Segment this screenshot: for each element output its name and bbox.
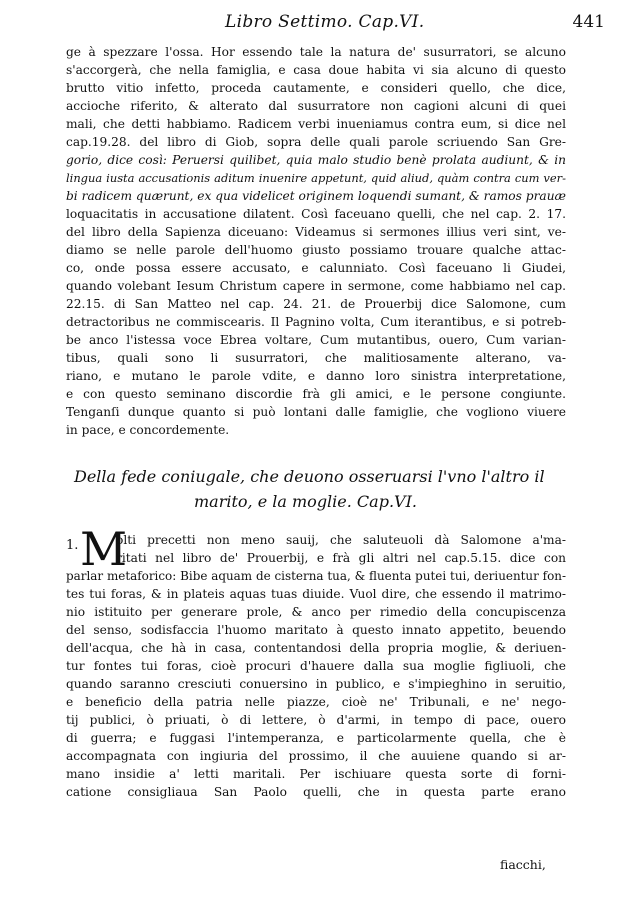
page-number: 441 xyxy=(572,12,605,32)
text-line: accompagnata con ingiuria del prossimo, il che auuiene quando si ar- xyxy=(66,749,566,763)
text-line: nio istituito per generare prole, & anco per rimedio della concupiscenza xyxy=(66,605,566,619)
text-line: catione consigliaua San Paolo quelli, che in questa parte erano xyxy=(66,785,566,799)
text-line: detractoribus ne commiscearis. Il Pagnino volta, Cum iterantibus, e si potreb- xyxy=(66,315,566,329)
text-line: be anco l'istessa voce Ebrea voltare, Cum mutantibus, ouero, Cum varian- xyxy=(66,333,566,347)
text-line: accioche riferito, & alterato dal susurratore non cagioni alcuni di quei xyxy=(66,99,566,113)
text-line: quando volebant Iesum Christum capere in sermone, come habbiamo nel cap. xyxy=(66,279,566,293)
chapter-heading-line: Della fede coniugale, che deuono osseruarsi l'vno l'altro il xyxy=(74,467,545,486)
text-line: lingua iusta accusationis aditum inuenire appetunt, quid aliud, quàm contra cum ver- xyxy=(66,171,566,185)
text-line: cap.19.28. del libro di Giob, sopra delle quali parole scriuendo San Gre- xyxy=(66,135,566,149)
text-line: tes tui foras, & in plateis aquas tuas diuide. Vuol dire, che essendo il matrimo- xyxy=(66,587,566,601)
text-line: tij publici, ò priuati, ò di lettere, ò d'armi, in tempo di pace, ouero xyxy=(66,713,566,727)
text-line: ritati nel libro de' Prouerbij, e frà gli altri nel cap.5.15. dice con xyxy=(116,551,566,565)
text-line: bi radicem quærunt, ex qua videlicet originem loquendi sumant, & ramos prauæ xyxy=(66,189,566,203)
text-line: tur fontes tui foras, cioè procuri d'hauere dalla sua moglie figliuoli, che xyxy=(66,659,566,673)
chapter-heading xyxy=(74,464,554,514)
text-line: parlar metaforico: Bibe aquam de cisterna tua, & fluenta putei tui, deriuentur fon- xyxy=(66,569,566,583)
page-header xyxy=(225,12,605,36)
text-line: del senso, sodisfaccia l'huomo maritato à questo innato appetito, beuendo xyxy=(66,623,566,637)
text-line: loquacitatis in accusatione dilatent. Così faceuano quelli, che nel cap. 2. 17. xyxy=(66,207,566,221)
text-line: e con questo seminano discordie frà gli amici, e le persone congiunte. xyxy=(66,387,566,401)
text-line: brutto vitio infetto, proceda cautamente, e consideri quello, che dice, xyxy=(66,81,566,95)
text-line: quando saranno cresciuti conuersino in publico, e s'impieghino in seruitio, xyxy=(66,677,566,691)
chapter-heading-line: marito, e la moglie. Cap.VI. xyxy=(194,492,417,511)
text-line: in pace, e concordemente. xyxy=(66,423,230,437)
text-line: olti precetti non meno sauij, che saluteuoli dà Salomone a'ma- xyxy=(116,533,566,547)
catchword: fiacchi, xyxy=(500,857,546,872)
section-paragraph xyxy=(66,531,566,801)
text-line: 22.15. di San Matteo nel cap. 24. 21. de Prouerbij dice Salomone, cum xyxy=(66,297,566,311)
running-title: Libro Settimo. Cap.VI. xyxy=(225,12,425,32)
drop-cap-initial: M xyxy=(80,522,128,576)
text-line: s'accorgerà, che nella famiglia, e casa doue habita vi sia alcuno di questo xyxy=(66,63,566,77)
text-line: Tenganſi dunque quanto si può lontani dalle famiglie, che vogliono viuere xyxy=(66,405,566,419)
text-line: di guerra; e fuggasi l'intemperanza, e particolarmente quella, che è xyxy=(66,731,566,745)
text-line: e beneficio della patria nelle piazze, cioè ne' Tribunali, e ne' nego- xyxy=(66,695,566,709)
text-line: diamo se nelle parole dell'huomo giusto possiamo trouare qualche attac- xyxy=(66,243,566,257)
text-line: dell'acqua, che hà in casa, contentandosi della propria moglie, & deriuen- xyxy=(66,641,566,655)
text-line: del libro della Sapienza diceuano: Videamus si sermones illius veri sint, ve- xyxy=(66,225,566,239)
text-line: riano, e mutano le parole vdite, e danno loro sinistra interpretatione, xyxy=(66,369,566,383)
section-number: 1. xyxy=(66,538,79,553)
text-line: mali, che detti habbiamo. Radicem verbi inueniamus contra eum, si dice nel xyxy=(66,117,566,131)
top-paragraph xyxy=(66,43,566,439)
text-line: co, onde possa essere accusato, e calunniato. Così faceuano li Giudei, xyxy=(66,261,566,275)
text-line: gorio, dice così: Peruersi quilibet, quia malo studio benè prolata audiunt, & in xyxy=(66,153,566,167)
text-line: tibus, quali sono li susurratori, che malitiosamente alterano, va- xyxy=(66,351,566,365)
text-line: ge à spezzare l'ossa. Hor essendo tale la natura de' susurratori, se alcuno xyxy=(66,45,566,59)
text-line: mano insidie a' letti maritali. Per ischiuare questa sorte di forni- xyxy=(66,767,566,781)
